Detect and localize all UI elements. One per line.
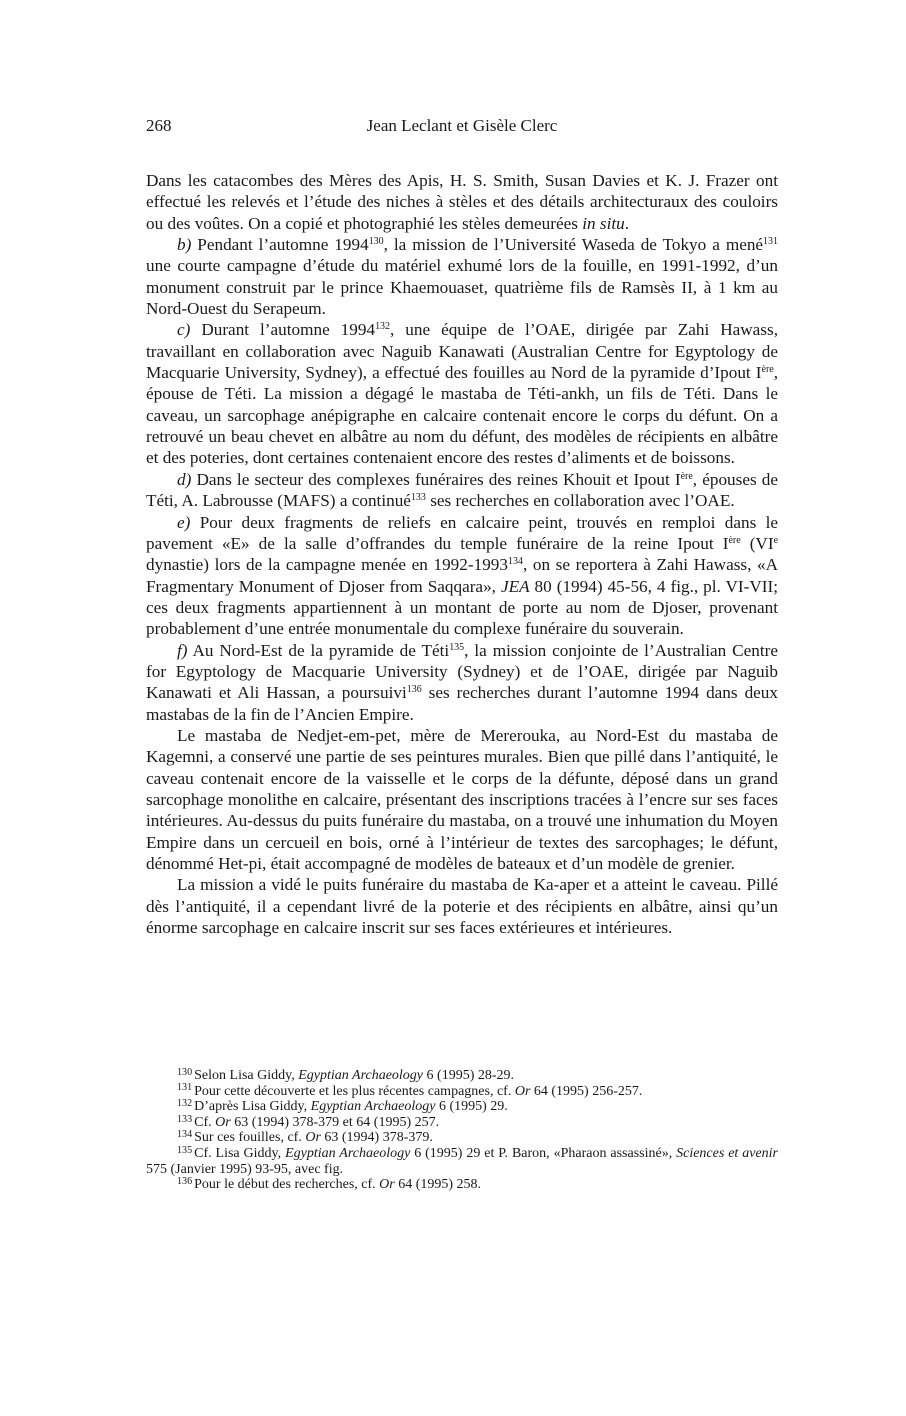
text-run: Cf. — [194, 1114, 216, 1130]
footnote-number: 130 — [177, 1066, 193, 1078]
page-number: 268 — [146, 116, 172, 135]
text-run: Au Nord-Est de la pyramide de Téti — [187, 640, 450, 660]
text-run: Selon Lisa Giddy, — [194, 1068, 299, 1083]
footnote-number: 131 — [177, 1082, 193, 1094]
text-run: Pour le début des recherches, cf. — [194, 1177, 380, 1193]
footnote-ref: 134 — [507, 556, 523, 568]
text-run: D’après Lisa Giddy, — [194, 1099, 311, 1115]
footnote — [146, 1177, 778, 1193]
footnote — [146, 1146, 778, 1177]
footnote-ref: 135 — [449, 641, 465, 653]
text-run: ses recherches en collaboration avec l’OAE. — [425, 491, 735, 511]
text-run: . — [624, 213, 630, 233]
text-run: , épouses de Téti, A. Labrousse (MAFS) a continué — [146, 469, 778, 511]
italic-text: d) — [177, 469, 192, 489]
text-run: 63 (1994) 378-379. — [320, 1130, 433, 1146]
text-run: , épouse de Téti. La mission a dégagé le mastaba de Téti-ankh, un fils de Téti. Dans le caveau, un sarcophage anépigraphe en calcaire contenait encore le corps du défunt. On a retrouvé un beau chevet en albâtre au nom du défunt, des modèles de récipients en albâtre et des poteries, dont certaines contenaient encore des restes d’aliments et de boissons. — [146, 363, 778, 468]
text-run: dynastie) lors de la campagne menée en 1992-1993 — [146, 555, 508, 575]
text-run: Cf. Lisa Giddy, — [194, 1145, 286, 1161]
footnote-number: 135 — [177, 1144, 193, 1156]
text-run: (VI — [740, 533, 774, 553]
text-run: 64 (1995) 256-257. — [530, 1083, 643, 1099]
text-run: 80 (1994) 45-56, 4 fig., pl. VI-VII; ces deux fragments appartiennent à un montant de porte au nom de Djoser, provenant probablement d’une entrée monumentale du complexe funéraire du souverain. — [146, 576, 778, 639]
text-run: Pour deux fragments de reliefs en calcaire peint, trouvés en remploi dans le pavement «E» de la salle d’offrandes du temple funéraire de la reine Ipout I — [146, 512, 778, 553]
footnote-ref: 133 — [410, 491, 426, 503]
footnote-ref: 131 — [763, 235, 778, 247]
footnote — [146, 1084, 778, 1100]
text-run: ses recherches durant l’automne 1994 dans deux mastabas de la fin de l’Ancien Empire. — [146, 683, 778, 724]
paragraph — [146, 874, 778, 938]
text-run: , la mission de l’Université Waseda de Tokyo a mené — [383, 235, 764, 255]
text-run: La mission a vidé le puits funéraire du mastaba de Ka-aper et a atteint le caveau. Pillé dès l’antiquité, il a cependant livré de la poterie et des récipients en albâtre, ainsi qu’un énorme sarcophage en calcaire inscrit sur ses faces extérieures et intérieures. — [146, 875, 778, 938]
text-run: 6 (1995) 29 et P. Baron, «Pharaon assassiné», — [410, 1145, 677, 1161]
italic-text: Or — [514, 1083, 531, 1099]
text-run: Pendant l’automne 1994 — [191, 235, 369, 255]
footnotes — [146, 1068, 778, 1193]
paragraph — [146, 319, 778, 468]
footnote-ref: e — [773, 534, 778, 546]
text-run: 64 (1995) 258. — [394, 1177, 482, 1193]
text-run: 575 (Janvier 1995) 93-95, avec fig. — [146, 1161, 344, 1177]
footnote-number: 133 — [177, 1113, 193, 1125]
text-run: 6 (1995) 28-29. — [423, 1068, 515, 1083]
footnote-ref: 130 — [368, 235, 384, 247]
text-run: Sur ces fouilles, cf. — [194, 1130, 306, 1146]
italic-text: b) — [177, 235, 192, 255]
italic-text: Sciences et avenir — [676, 1145, 779, 1161]
paragraph — [146, 725, 778, 874]
footnote-number: 136 — [177, 1175, 193, 1187]
italic-text: Or — [379, 1177, 395, 1193]
footnote-number: 132 — [177, 1097, 193, 1109]
text-run: Pour cette découverte et les plus récentes campagnes, cf. — [194, 1083, 515, 1099]
text-run: 63 (1994) 378-379 et 64 (1995) 257. — [230, 1114, 440, 1130]
text-run: une courte campagne d’étude du matériel exhumé lors de la fouille, en 1991-1992, d’un monument construit par le prince Khaemouaset, quatrième fils de Ramsès II, à 1 km au Nord-Ouest du Serapeum. — [146, 256, 778, 319]
running-title: Jean Leclant et Gisèle Clerc — [366, 116, 558, 135]
italic-text: Or — [305, 1130, 321, 1146]
paragraph — [146, 512, 778, 640]
body-text — [146, 170, 778, 938]
italic-text: Or — [215, 1114, 231, 1130]
italic-text: JEA — [500, 576, 530, 596]
text-run: Le mastaba de Nedjet-em-pet, mère de Mererouka, au Nord-Est du mastaba de Kagemni, a conservé une partie de ses peintures murales. Bien que pillé dans l’antiquité, le caveau contenait encore de la vaisselle et le corps de la défunte, déposé dans un grand sarcophage monolithe en calcaire, présentant des inscriptions tracées à l’encre sur ses faces intérieures. Au-dessus du puits funéraire du mastaba, on a trouvé une inhumation du Moyen Empire dans un cercueil en bois, orné à l’intérieur de textes des sarcophages; le défunt, dénommé Het-pi, était accompagné de modèles de bateaux et d’un modèle de grenier. — [146, 725, 778, 873]
text-run: , la mission conjointe de l’Australian Centre for Egyptology de Macquarie University (Sydney) et de l’OAE, dirigée par Naguib Kanawati et Ali Hassan, a poursuivi — [146, 640, 778, 703]
text-run: , une équipe de l’OAE, dirigée par Zahi Hawass, travaillant en collaboration avec Naguib Kanawati (Australian Centre for Egyptology de Macquarie University, Sydney), a effectué des fouilles au Nord de la pyramide d’Ipout I — [146, 320, 778, 383]
italic-text: Egyptian Archaeology — [298, 1068, 424, 1083]
page-header — [146, 116, 778, 140]
footnote — [146, 1115, 778, 1131]
footnote-ref: ère — [680, 470, 693, 482]
text-run: 6 (1995) 29. — [435, 1099, 508, 1115]
paragraph — [146, 640, 778, 725]
text-run: Dans le secteur des complexes funéraires des reines Khouit et Ipout I — [191, 469, 681, 489]
paragraph — [146, 469, 778, 512]
footnote — [146, 1130, 778, 1146]
text-run: Dans les catacombes des Mères des Apis, H. S. Smith, Susan Davies et K. J. Frazer ont effectué les relevés et l’étude des niches à stèles et des détails architecturaux des couloirs ou des voûtes. On a copié et photographié les stèles demeurées — [146, 171, 778, 233]
italic-text: f) — [177, 640, 188, 660]
text-run: , on se reportera à Zahi Hawass, «A Fragmentary Monument of Djoser from Saqqara», — [146, 555, 778, 596]
italic-text: Egyptian Archaeology — [285, 1145, 411, 1161]
footnote-ref: ère — [761, 363, 774, 375]
italic-text: Egyptian Archaeology — [310, 1099, 436, 1115]
italic-text: c) — [177, 320, 191, 340]
footnote — [146, 1099, 778, 1115]
italic-text: e) — [177, 512, 191, 532]
italic-text: in situ — [582, 213, 625, 233]
footnote-number: 134 — [177, 1129, 193, 1141]
text-run: Durant l’automne 1994 — [190, 320, 376, 340]
footnote-ref: 132 — [375, 321, 391, 333]
footnote — [146, 1068, 778, 1084]
footnote-ref: ère — [728, 534, 741, 546]
footnote-ref: 136 — [406, 684, 422, 696]
paragraph — [146, 234, 778, 319]
paragraph — [146, 170, 778, 234]
